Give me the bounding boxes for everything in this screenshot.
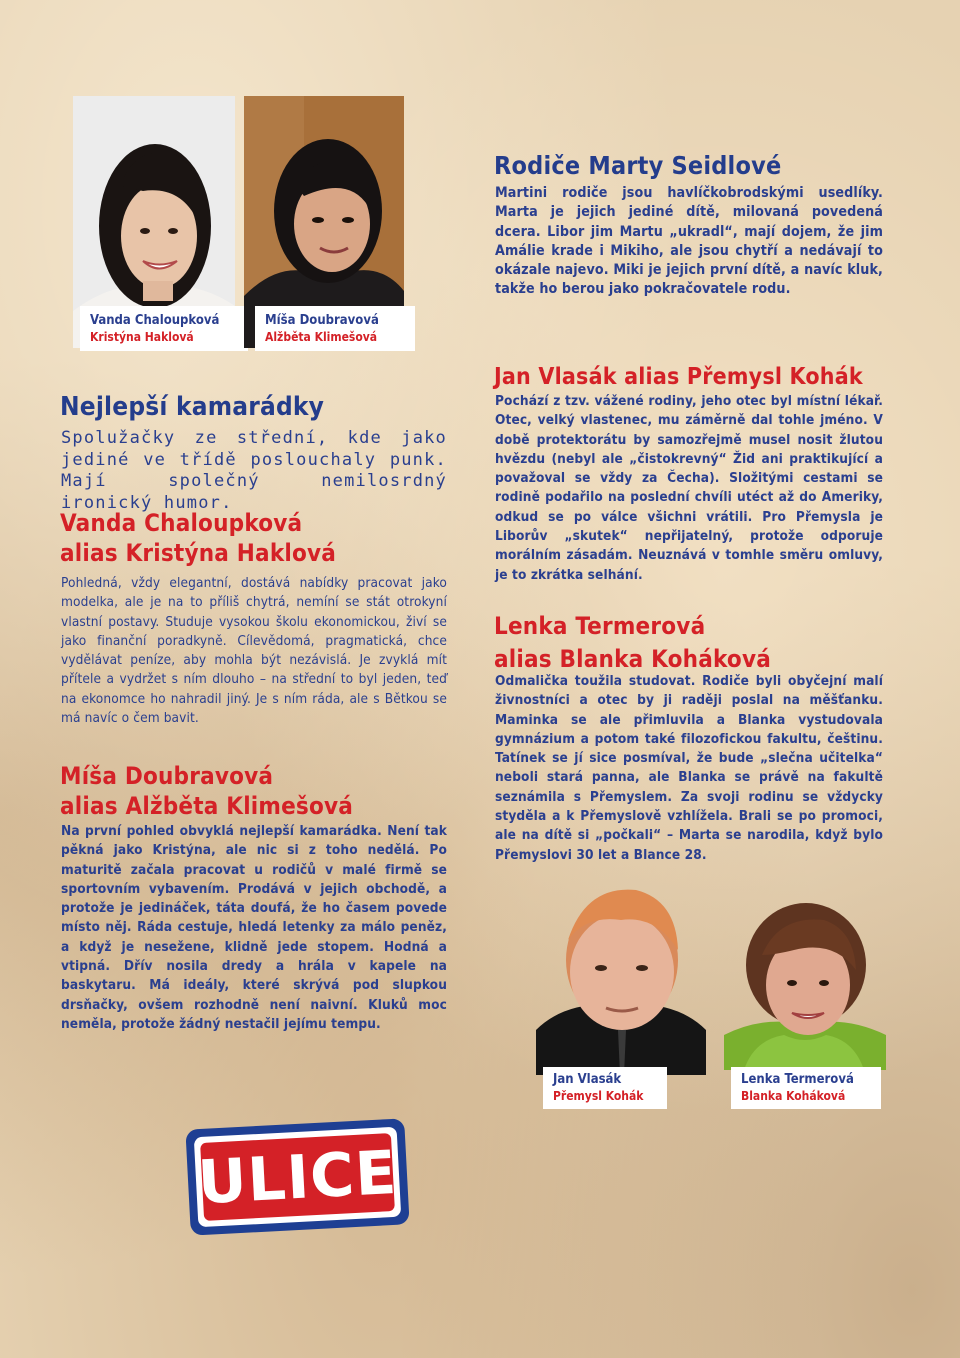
photo-lenka [724, 895, 886, 1070]
section-title-friends: Nejlepší kamarádky [60, 392, 325, 422]
title-line-1: Míša Doubravová [60, 762, 274, 790]
section-title-vanda [60, 508, 336, 568]
caption-vanda [80, 306, 248, 351]
caption-name: Vanda Chaloupková [90, 313, 220, 328]
caption-misa [255, 306, 415, 351]
section-text-misa: Na první pohled obvyklá nejlepší kamarádka. Není tak pěkná jako Kristýna, ale nic si z toho nedělá. Po maturitě začala pracovat u rodičů v malé firmě se sportovním vybavením. Prodává v jejich obchodě, a protože je jedináček, táta doufá, že ho časem povede místo něj. Ráda cestuje, hledá letenky za málo peněz, a když je nesežene, klidně jede stopem. Hodná a vtipná. Dřív nosila dredy a hrála v kapele na baskytaru. Má ideály, které skrývá pod slupkou drsňačky, ovšem rozhodně není naivní. Kluků moc neměla, protože žádný nestačil jejímu tempu. [61, 823, 447, 1032]
caption-lenka [731, 1067, 881, 1109]
caption-name: Lenka Termerová [741, 1072, 854, 1087]
section-text-friends: Spolužačky ze střední, kde jako jediné ve třídě poslouchaly punk. Mají společný nemilosrdný ironický humor. [61, 428, 447, 513]
section-title-parents: Rodiče Marty Seidlové [494, 151, 782, 180]
section-title-jan: Jan Vlasák alias Přemysl Kohák [494, 364, 863, 390]
caption-role: Alžběta Klimešová [265, 330, 378, 344]
title-line-1: Lenka Termerová [494, 612, 706, 640]
caption-role: Kristýna Haklová [90, 330, 194, 344]
title-line-1: Vanda Chaloupková [60, 509, 303, 537]
section-text-parents: Martini rodiče jsou havlíčkobrodskými usedlíky. Marta je jejich jediné dítě, milovaná povedená dcera. Libor jim Martu „ukradl“, mají dojem, že jim Amálie krade i Mikiho, ale jsou chytří a nedávají to okázale najevo. Miki je jejich první dítě, a navíc kluk, takže ho berou jako pokračovatele rodu. [495, 185, 883, 298]
section-text-lenka: Odmalička toužila studovat. Rodiče byli obyčejní malí živnostníci a otec by ji raději poslal na měšťanku. Maminka se ale přimluvila a Blanka vystudovala gymnázium a potom také filozofickou fakultu, češtinu. Tatínek se jí sice posmíval, že bude „slečna učitelka“ neboli stará panna, ale Blanka se právě na fakultě seznámila s Přemyslem. Za svoji rodinu se vždycky styděla a k Přemyslově vzhlížela. Brali se po promoci, ale na dítě si „počkali“ – Marta se narodila, když bylo Přemyslovi 30 let a Blance 28. [495, 673, 883, 863]
caption-jan [543, 1067, 667, 1109]
section-text-vanda: Pohledná, vždy elegantní, dostává nabídky pracovat jako modelka, ale je na to příliš chytrá, nemíní se stát otrokyní vlastní postavy. Studuje vysokou školu ekonomickou, živí se jako finanční poradkyně. Cílevědomá, pragmatická, chce vydělávat peníze, aby mohla být nezávislá. Je zvyklá mít přítele a vydržet s ním dlouho – na střední to byl jeden, teď na ekonomce ho nahradil jiný. Je s ním ráda, ale s Bětkou se má navíc o čem bavit. [61, 575, 447, 727]
ulice-logo-text: ULICE [196, 1137, 399, 1219]
section-title-misa [60, 761, 353, 821]
section-text-jan: Pochází z tzv. vážené rodiny, jeho otec byl místní lékař. Otec, velký vlastenec, mu záměrně dal tohle jméno. V době protektorátu by samozřejmě musel nosit žlutou hvězdu (nebyl ale „čistokrevný“ Žid ani praktikující a považoval se vždy za Čecha). Složitými cestami se rodině podařilo na poslední chvíli utéct až do Ameriky, odkud se po válce všichni vrátili. Pro Přemysla je Liborův „skutek“ nepřijatelný, protože odporuje morálním zásadám. Neuznává v tomhle směru omluvy, je to zkrátka selhání. [495, 393, 883, 583]
section-title-lenka [494, 610, 771, 676]
caption-name: Jan Vlasák [553, 1072, 622, 1087]
title-line-2: alias Alžběta Klimešová [60, 792, 354, 820]
title-line-2: alias Kristýna Haklová [60, 539, 337, 567]
caption-role: Přemysl Kohák [553, 1089, 644, 1103]
caption-name: Míša Doubravová [265, 313, 379, 328]
photo-jan [526, 880, 716, 1075]
ulice-logo [180, 1112, 415, 1242]
title-line-2: alias Blanka Koháková [494, 645, 771, 673]
caption-role: Blanka Koháková [741, 1089, 846, 1103]
